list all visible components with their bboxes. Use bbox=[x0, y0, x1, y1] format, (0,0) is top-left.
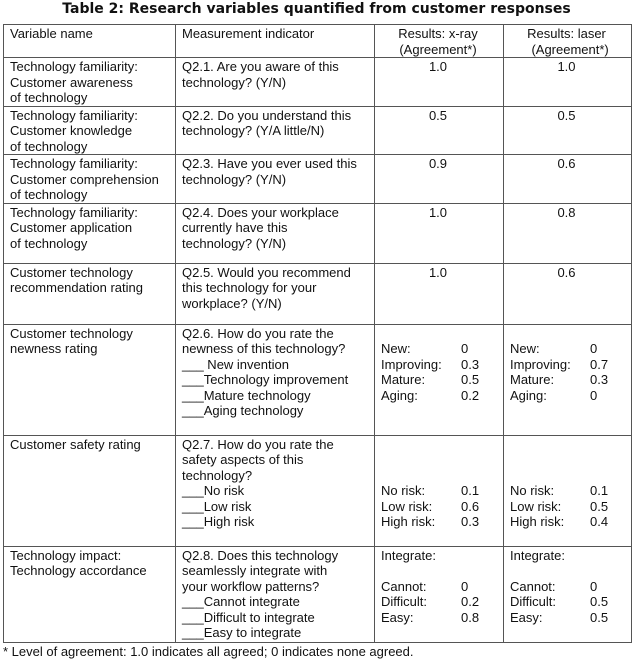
result-line bbox=[381, 452, 501, 468]
measurement-indicator-cell bbox=[176, 106, 375, 155]
research-variables-table bbox=[3, 24, 632, 643]
header-cell bbox=[375, 25, 504, 58]
result-line bbox=[510, 437, 629, 453]
result-line bbox=[381, 437, 501, 453]
result-line bbox=[510, 452, 629, 468]
header-text: Measurement indicator bbox=[182, 26, 315, 41]
result-label bbox=[510, 452, 590, 468]
xray-value: 1.0 bbox=[428, 264, 448, 280]
result-line bbox=[510, 483, 629, 499]
result-line bbox=[381, 548, 501, 564]
result-value: 0.8 bbox=[461, 609, 480, 625]
header-text: Results: x-ray bbox=[398, 26, 478, 41]
result-value: 0.7 bbox=[590, 356, 609, 372]
result-line bbox=[381, 579, 501, 595]
indicator-line: ___No risk bbox=[182, 483, 245, 498]
table-row bbox=[4, 324, 632, 435]
indicator-line: technology? (Y/N) bbox=[182, 171, 287, 187]
laser-value: 1.0 bbox=[557, 59, 576, 74]
variable-name-cell bbox=[4, 546, 176, 642]
variable-name-line: Customer awareness bbox=[10, 74, 133, 90]
variable-name-line: Customer safety rating bbox=[10, 436, 141, 452]
result-label: New: bbox=[381, 341, 411, 356]
footnote: * Level of agreement: 1.0 indicates all agreed; 0 indicates none agreed. bbox=[3, 643, 414, 659]
xray-result-cell bbox=[375, 58, 504, 107]
laser-result-cell bbox=[504, 58, 632, 107]
result-line bbox=[510, 579, 629, 595]
table-wrapper bbox=[0, 24, 631, 659]
xray-result-cell bbox=[375, 155, 504, 204]
variable-name-line: Customer technology bbox=[10, 264, 133, 280]
header-row bbox=[4, 25, 632, 58]
result-label bbox=[381, 437, 461, 453]
xray-value: 1.0 bbox=[428, 59, 448, 74]
variable-name-cell bbox=[4, 203, 176, 263]
result-value: 0 bbox=[590, 578, 598, 594]
result-value: 0.1 bbox=[461, 483, 480, 498]
variable-name-line: of technology bbox=[10, 90, 88, 105]
xray-result-cell bbox=[375, 203, 504, 263]
header-cell bbox=[176, 25, 375, 58]
table-title: Table 2: Research variables quantified from customer responses bbox=[62, 1, 571, 17]
result-value: 0.2 bbox=[461, 594, 480, 609]
result-line bbox=[381, 341, 501, 357]
indicator-line: your workflow patterns? bbox=[182, 578, 320, 594]
table-row bbox=[4, 58, 632, 107]
result-value: 0 bbox=[461, 341, 469, 356]
laser-result-cell bbox=[504, 263, 632, 324]
result-line bbox=[510, 514, 629, 530]
header-text: (Agreement*) bbox=[399, 41, 477, 57]
variable-name-line: Customer knowledge bbox=[10, 123, 133, 138]
indicator-line: safety aspects of this bbox=[182, 452, 304, 467]
variable-name-line: recommendation rating bbox=[10, 280, 143, 295]
xray-value: 1.0 bbox=[428, 204, 448, 220]
result-line bbox=[510, 594, 629, 610]
variable-name-cell bbox=[4, 155, 176, 204]
result-line bbox=[381, 468, 501, 484]
result-value: 0 bbox=[590, 341, 598, 356]
laser-value: 0.5 bbox=[557, 107, 576, 123]
result-label: Improving: bbox=[510, 356, 571, 372]
variable-name-cell bbox=[4, 263, 176, 324]
result-label: Mature: bbox=[381, 372, 426, 387]
table-row bbox=[4, 263, 632, 324]
result-label: Low risk: bbox=[510, 498, 562, 514]
result-label bbox=[510, 326, 590, 342]
indicator-line: Q2.3. Have you ever used this bbox=[182, 156, 357, 171]
variable-name-line: of technology bbox=[10, 235, 88, 251]
result-line bbox=[381, 499, 501, 515]
result-label: Difficult: bbox=[381, 594, 427, 609]
result-line bbox=[381, 388, 501, 404]
variable-name-cell bbox=[4, 324, 176, 435]
header-text: Results: laser bbox=[527, 26, 606, 41]
result-value: 0.3 bbox=[461, 356, 480, 372]
result-label: Integrate: bbox=[381, 547, 436, 563]
indicator-line: technology? (Y/N) bbox=[182, 74, 287, 90]
indicator-line: technology? (Y/A little/N) bbox=[182, 123, 325, 138]
result-label: Integrate: bbox=[510, 547, 565, 563]
indicator-line: technology? bbox=[182, 467, 253, 483]
indicator-line: currently have this bbox=[182, 220, 288, 235]
result-label bbox=[381, 326, 461, 342]
result-label: No risk: bbox=[381, 483, 426, 498]
laser-result-cell bbox=[504, 155, 632, 204]
indicator-line: ___Technology improvement bbox=[182, 372, 349, 387]
variable-name-line: Customer technology bbox=[10, 325, 133, 341]
result-line bbox=[510, 357, 629, 373]
variable-name-line: newness rating bbox=[10, 341, 98, 356]
indicator-line: Q2.7. How do you rate the bbox=[182, 436, 334, 452]
variable-name-line: Technology familiarity: bbox=[10, 204, 138, 220]
indicator-line: ___ New invention bbox=[182, 356, 289, 372]
variable-name-line: Customer application bbox=[10, 220, 133, 235]
variable-name-cell bbox=[4, 58, 176, 107]
variable-name-line: Technology familiarity: bbox=[10, 107, 138, 123]
table-row bbox=[4, 546, 632, 642]
header-text: Variable name bbox=[10, 26, 93, 41]
indicator-line: Q2.2. Do you understand this bbox=[182, 107, 352, 123]
result-label bbox=[510, 563, 590, 579]
result-line bbox=[381, 563, 501, 579]
laser-value: 0.6 bbox=[557, 156, 576, 171]
indicator-line: seamlessly integrate with bbox=[182, 563, 328, 578]
result-line bbox=[510, 610, 629, 626]
result-label: Aging: bbox=[381, 387, 418, 403]
result-label bbox=[381, 563, 461, 579]
result-value: 0.5 bbox=[590, 594, 609, 609]
measurement-indicator-cell bbox=[176, 324, 375, 435]
laser-value: 0.8 bbox=[557, 204, 576, 220]
measurement-indicator-cell bbox=[176, 58, 375, 107]
table-row bbox=[4, 435, 632, 546]
result-line bbox=[510, 388, 629, 404]
result-label: Improving: bbox=[381, 356, 442, 372]
xray-result-cell bbox=[375, 546, 504, 642]
result-label: Cannot: bbox=[510, 578, 556, 594]
result-line bbox=[381, 372, 501, 388]
result-value: 0.1 bbox=[590, 483, 609, 498]
laser-result-cell bbox=[504, 435, 632, 546]
result-label: Aging: bbox=[510, 387, 547, 403]
variable-name-line: of technology bbox=[10, 187, 88, 202]
result-label bbox=[510, 437, 590, 453]
result-line bbox=[381, 594, 501, 610]
laser-result-cell bbox=[504, 203, 632, 263]
header-cell bbox=[4, 25, 176, 58]
xray-result-cell bbox=[375, 263, 504, 324]
result-label: New: bbox=[510, 341, 540, 356]
header-cell bbox=[504, 25, 632, 58]
indicator-line: technology? (Y/N) bbox=[182, 235, 287, 251]
result-line bbox=[381, 326, 501, 342]
result-line bbox=[510, 548, 629, 564]
result-line bbox=[381, 483, 501, 499]
variable-name-line: Technology familiarity: bbox=[10, 59, 138, 74]
laser-result-cell bbox=[504, 546, 632, 642]
result-label: Difficult: bbox=[510, 594, 556, 609]
variable-name-line: Customer comprehension bbox=[10, 171, 159, 187]
measurement-indicator-cell bbox=[176, 155, 375, 204]
result-line bbox=[381, 357, 501, 373]
table-row bbox=[4, 155, 632, 204]
result-label bbox=[381, 468, 461, 484]
measurement-indicator-cell bbox=[176, 435, 375, 546]
result-line bbox=[510, 563, 629, 579]
indicator-line: ___Mature technology bbox=[182, 387, 311, 403]
result-value: 0.6 bbox=[461, 498, 480, 514]
result-value: 0.3 bbox=[590, 372, 609, 387]
result-label: High risk: bbox=[381, 514, 436, 529]
indicator-line: ___Easy to integrate bbox=[182, 625, 302, 640]
variable-name-cell bbox=[4, 435, 176, 546]
result-value: 0.4 bbox=[590, 514, 609, 529]
variable-name-line: of technology bbox=[10, 138, 88, 154]
result-line bbox=[381, 610, 501, 626]
indicator-line: ___Cannot integrate bbox=[182, 594, 300, 609]
laser-value: 0.6 bbox=[557, 264, 576, 280]
result-label: Mature: bbox=[510, 372, 555, 387]
indicator-line: ___Low risk bbox=[182, 498, 252, 514]
indicator-line: ___High risk bbox=[182, 514, 255, 529]
result-value: 0.5 bbox=[590, 609, 609, 625]
measurement-indicator-cell bbox=[176, 203, 375, 263]
table-row bbox=[4, 106, 632, 155]
indicator-line: Q2.8. Does this technology bbox=[182, 547, 339, 563]
result-label: Low risk: bbox=[381, 498, 433, 514]
indicator-line: this technology for your bbox=[182, 280, 317, 295]
result-label bbox=[510, 468, 590, 484]
result-line bbox=[510, 372, 629, 388]
indicator-line: Q2.5. Would you recommend bbox=[182, 264, 351, 280]
result-line bbox=[510, 341, 629, 357]
xray-result-cell bbox=[375, 324, 504, 435]
result-value: 0.5 bbox=[590, 498, 609, 514]
variable-name-cell bbox=[4, 106, 176, 155]
measurement-indicator-cell bbox=[176, 263, 375, 324]
laser-result-cell bbox=[504, 106, 632, 155]
indicator-line: ___Difficult to integrate bbox=[182, 609, 315, 625]
result-label bbox=[381, 452, 461, 468]
result-line bbox=[381, 514, 501, 530]
result-value: 0.3 bbox=[461, 514, 480, 529]
xray-value: 0.5 bbox=[428, 107, 448, 123]
table-row bbox=[4, 203, 632, 263]
xray-value: 0.9 bbox=[428, 156, 448, 171]
result-label: Easy: bbox=[510, 609, 543, 625]
indicator-line: ___Aging technology bbox=[182, 403, 304, 418]
result-value: 0 bbox=[590, 387, 598, 403]
xray-result-cell bbox=[375, 435, 504, 546]
variable-name-line: Technology impact: bbox=[10, 547, 122, 563]
indicator-line: newness of this technology? bbox=[182, 341, 346, 356]
header-text: (Agreement*) bbox=[524, 41, 609, 57]
result-value: 0.5 bbox=[461, 372, 480, 387]
result-label: High risk: bbox=[510, 514, 565, 529]
result-label: No risk: bbox=[510, 483, 555, 498]
result-label: Easy: bbox=[381, 609, 414, 625]
result-line bbox=[510, 326, 629, 342]
variable-name-line: Technology familiarity: bbox=[10, 156, 138, 171]
indicator-line: Q2.6. How do you rate the bbox=[182, 325, 334, 341]
result-line bbox=[510, 499, 629, 515]
measurement-indicator-cell bbox=[176, 546, 375, 642]
result-line bbox=[510, 468, 629, 484]
laser-result-cell bbox=[504, 324, 632, 435]
result-value: 0 bbox=[461, 578, 469, 594]
indicator-line: Q2.4. Does your workplace bbox=[182, 204, 339, 220]
indicator-line: Q2.1. Are you aware of this bbox=[182, 59, 339, 74]
xray-result-cell bbox=[375, 106, 504, 155]
result-label: Cannot: bbox=[381, 578, 427, 594]
result-value: 0.2 bbox=[461, 387, 480, 403]
indicator-line: workplace? (Y/N) bbox=[182, 295, 282, 311]
variable-name-line: Technology accordance bbox=[10, 563, 147, 578]
